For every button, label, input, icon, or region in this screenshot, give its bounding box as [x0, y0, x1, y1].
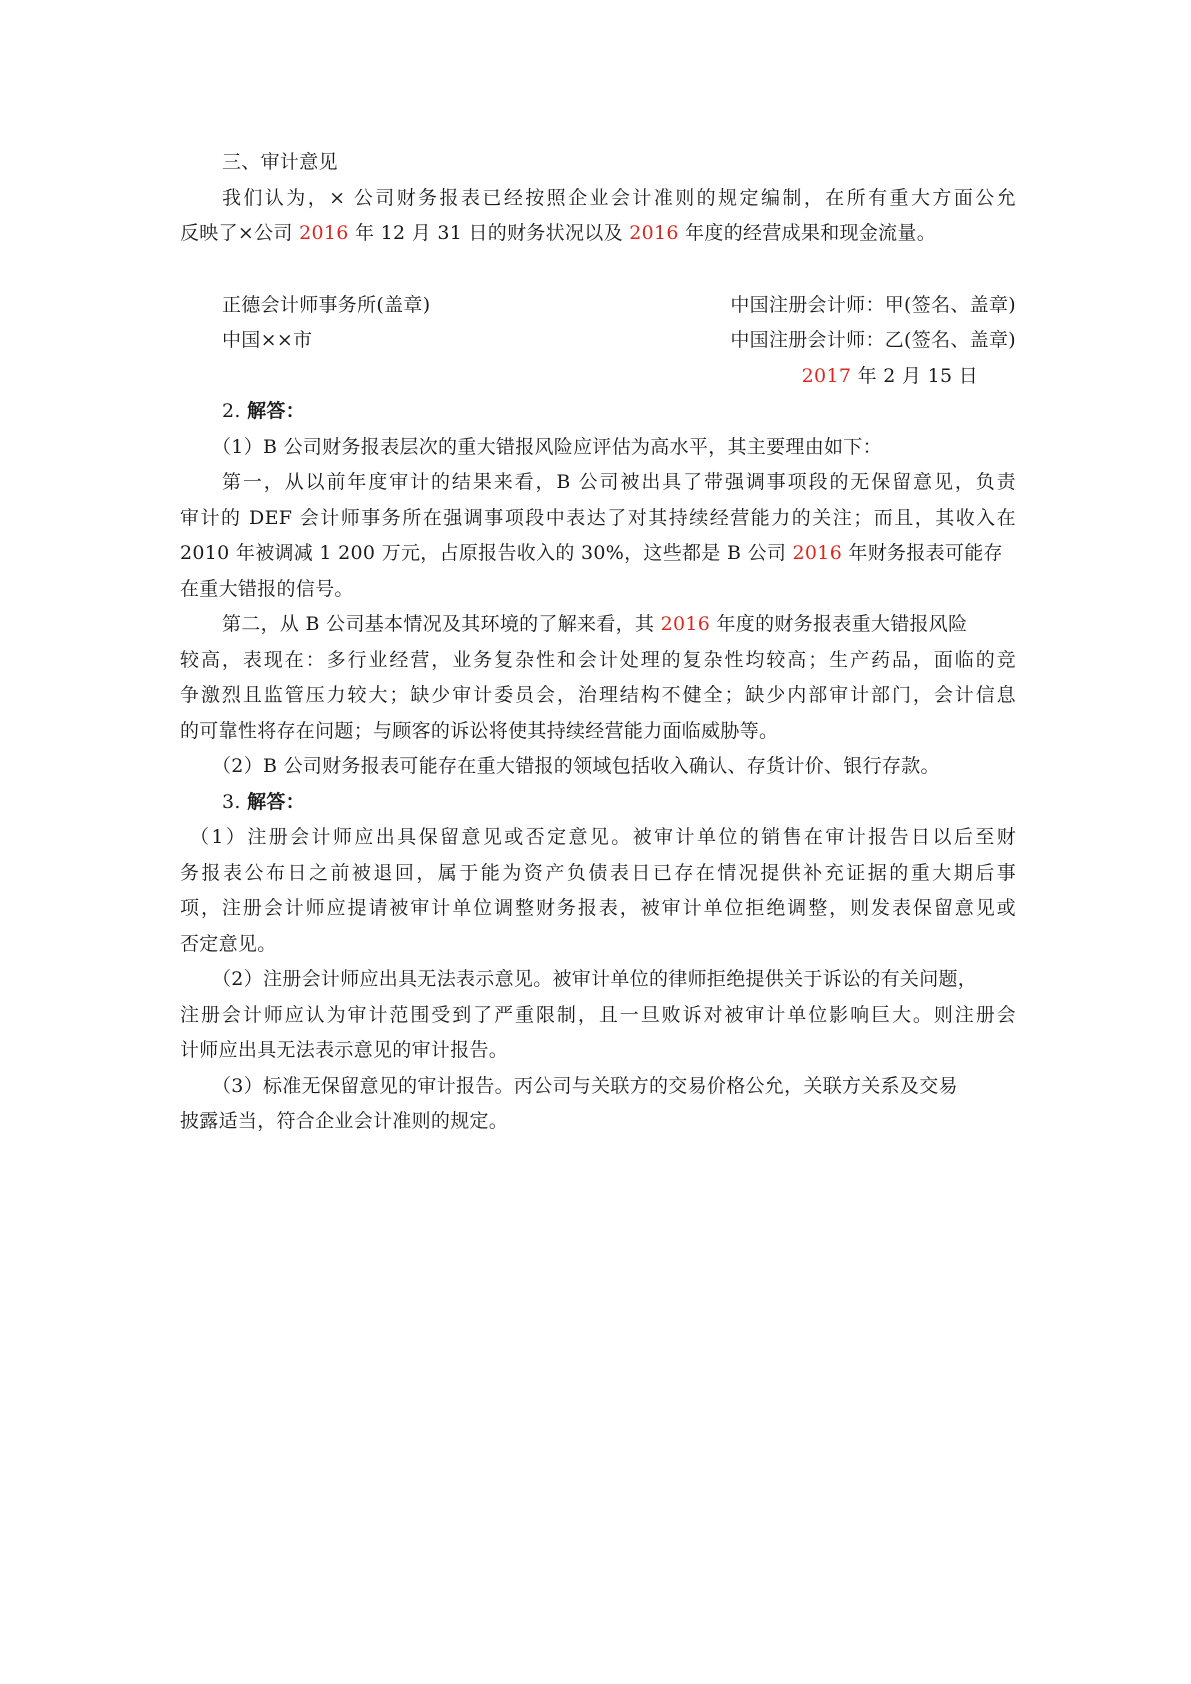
document-page — [180, 145, 1016, 1140]
answer-3-p2-line-1: （2）注册会计师应出具无法表示意见。被审计单位的律师拒绝提供关于诉讼的有关问题， — [212, 968, 978, 990]
text: 年度的财务报表重大错报风险 — [710, 613, 968, 635]
text: 反映了×公司 — [180, 222, 300, 244]
opinion-line-1: 我们认为，× 公司财务报表已经按照企业会计准则的规定编制，在所有重大方面公允 — [222, 186, 1016, 209]
text: 年财务报表可能存 — [842, 542, 1003, 564]
answer-2-second-line-1 — [180, 607, 1016, 643]
report-date — [180, 359, 1016, 395]
cpa-signature-1: 中国注册会计师：甲(签名、盖章) — [730, 293, 1016, 316]
answer-3-p1-line-4: 否定意见。 — [180, 932, 277, 955]
text: 年度的经营成果和现金流量。 — [678, 222, 937, 244]
year-highlight: 2016 — [660, 613, 711, 635]
opinion-line-2 — [180, 216, 1016, 252]
answer-2-second-line-3: 争激烈且监管压力较大；缺少审计委员会，治理结构不健全；缺少内部审计部门，会计信息 — [180, 684, 1016, 706]
city-name: 中国××市 — [222, 329, 313, 351]
signature-row-2 — [180, 323, 1016, 359]
year-highlight: 2016 — [629, 222, 679, 244]
answer-label: 解答： — [247, 400, 305, 422]
answer-2-first-line-1: 第一，从以前年度审计的结果来看，B 公司被出具了带强调事项段的无保留意见，负责 — [222, 471, 1016, 493]
answer-3-p2-line-3: 计师应出具无法表示意见的审计报告。 — [180, 1039, 509, 1061]
answer-3-heading — [180, 785, 1016, 821]
answer-2-first-line-4: 在重大错报的信号。 — [180, 577, 354, 600]
section-heading: 三、审计意见 — [222, 151, 338, 173]
date-year: 2017 — [801, 364, 852, 387]
answer-3-p2-line-2: 注册会计师应认为审计范围受到了严重限制，且一旦败诉对被审计单位影响巨大。则注册会 — [180, 1003, 1016, 1026]
text: 2010 年被调减 1 200 万元，占原报告收入的 30%，这些都是 B 公司 — [180, 542, 793, 564]
answer-2-first-line-3 — [180, 536, 1016, 572]
firm-name: 正德会计师事务所(盖章) — [222, 293, 431, 316]
answer-number: 2. — [222, 400, 248, 422]
spacer — [180, 252, 1016, 288]
answer-3-p1-line-1: （1）注册会计师应出具保留意见或否定意见。被审计单位的销售在审计报告日以后至财 — [190, 826, 1016, 848]
answer-2-first-line-2: 审计的 DEF 会计师事务所在强调事项段中表达了对其持续经营能力的关注；而且，其收入在 — [180, 506, 1016, 529]
answer-3-p1-line-2: 务报表公布日之前被退回，属于能为资产负债表日已存在情况提供补充证据的重大期后事 — [180, 861, 1016, 884]
year-highlight: 2016 — [299, 222, 349, 244]
answer-3-p3-line-2: 披露适当，符合企业会计准则的规定。 — [180, 1110, 509, 1132]
answer-number: 3. — [222, 790, 248, 813]
answer-3-p3-line-1: （3）标准无保留意见的审计报告。丙公司与关联方的交易价格公允，关联方关系及交易 — [212, 1074, 958, 1097]
answer-2-second-line-4: 的可靠性将存在问题；与顾客的诉讼将使其持续经营能力面临威胁等。 — [180, 719, 779, 742]
answer-2-heading — [180, 394, 1016, 430]
answer-2-q2: （2）B 公司财务报表可能存在重大错报的领域包括收入确认、存货计价、银行存款。 — [212, 755, 940, 777]
text: 第二，从 B 公司基本情况及其环境的了解来看，其 — [222, 613, 661, 635]
signature-row-1 — [180, 288, 1016, 324]
answer-2-second-line-2: 较高，表现在：多行业经营，业务复杂性和会计处理的复杂性均较高；生产药品，面临的竞 — [180, 648, 1016, 671]
answer-3-p1-line-3: 项，注册会计师应提请被审计单位调整财务报表，被审计单位拒绝调整，则发表保留意见或 — [180, 897, 1016, 919]
answer-label: 解答： — [247, 790, 305, 813]
date-rest: 年 2 月 15 日 — [851, 364, 978, 387]
text: 年 12 月 31 日的财务状况以及 — [348, 222, 630, 244]
year-highlight: 2016 — [792, 542, 843, 564]
answer-2-q1: （1）B 公司财务报表层次的重大错报风险应评估为高水平，其主要理由如下： — [212, 435, 882, 458]
cpa-signature-2: 中国注册会计师：乙(签名、盖章) — [730, 329, 1016, 351]
